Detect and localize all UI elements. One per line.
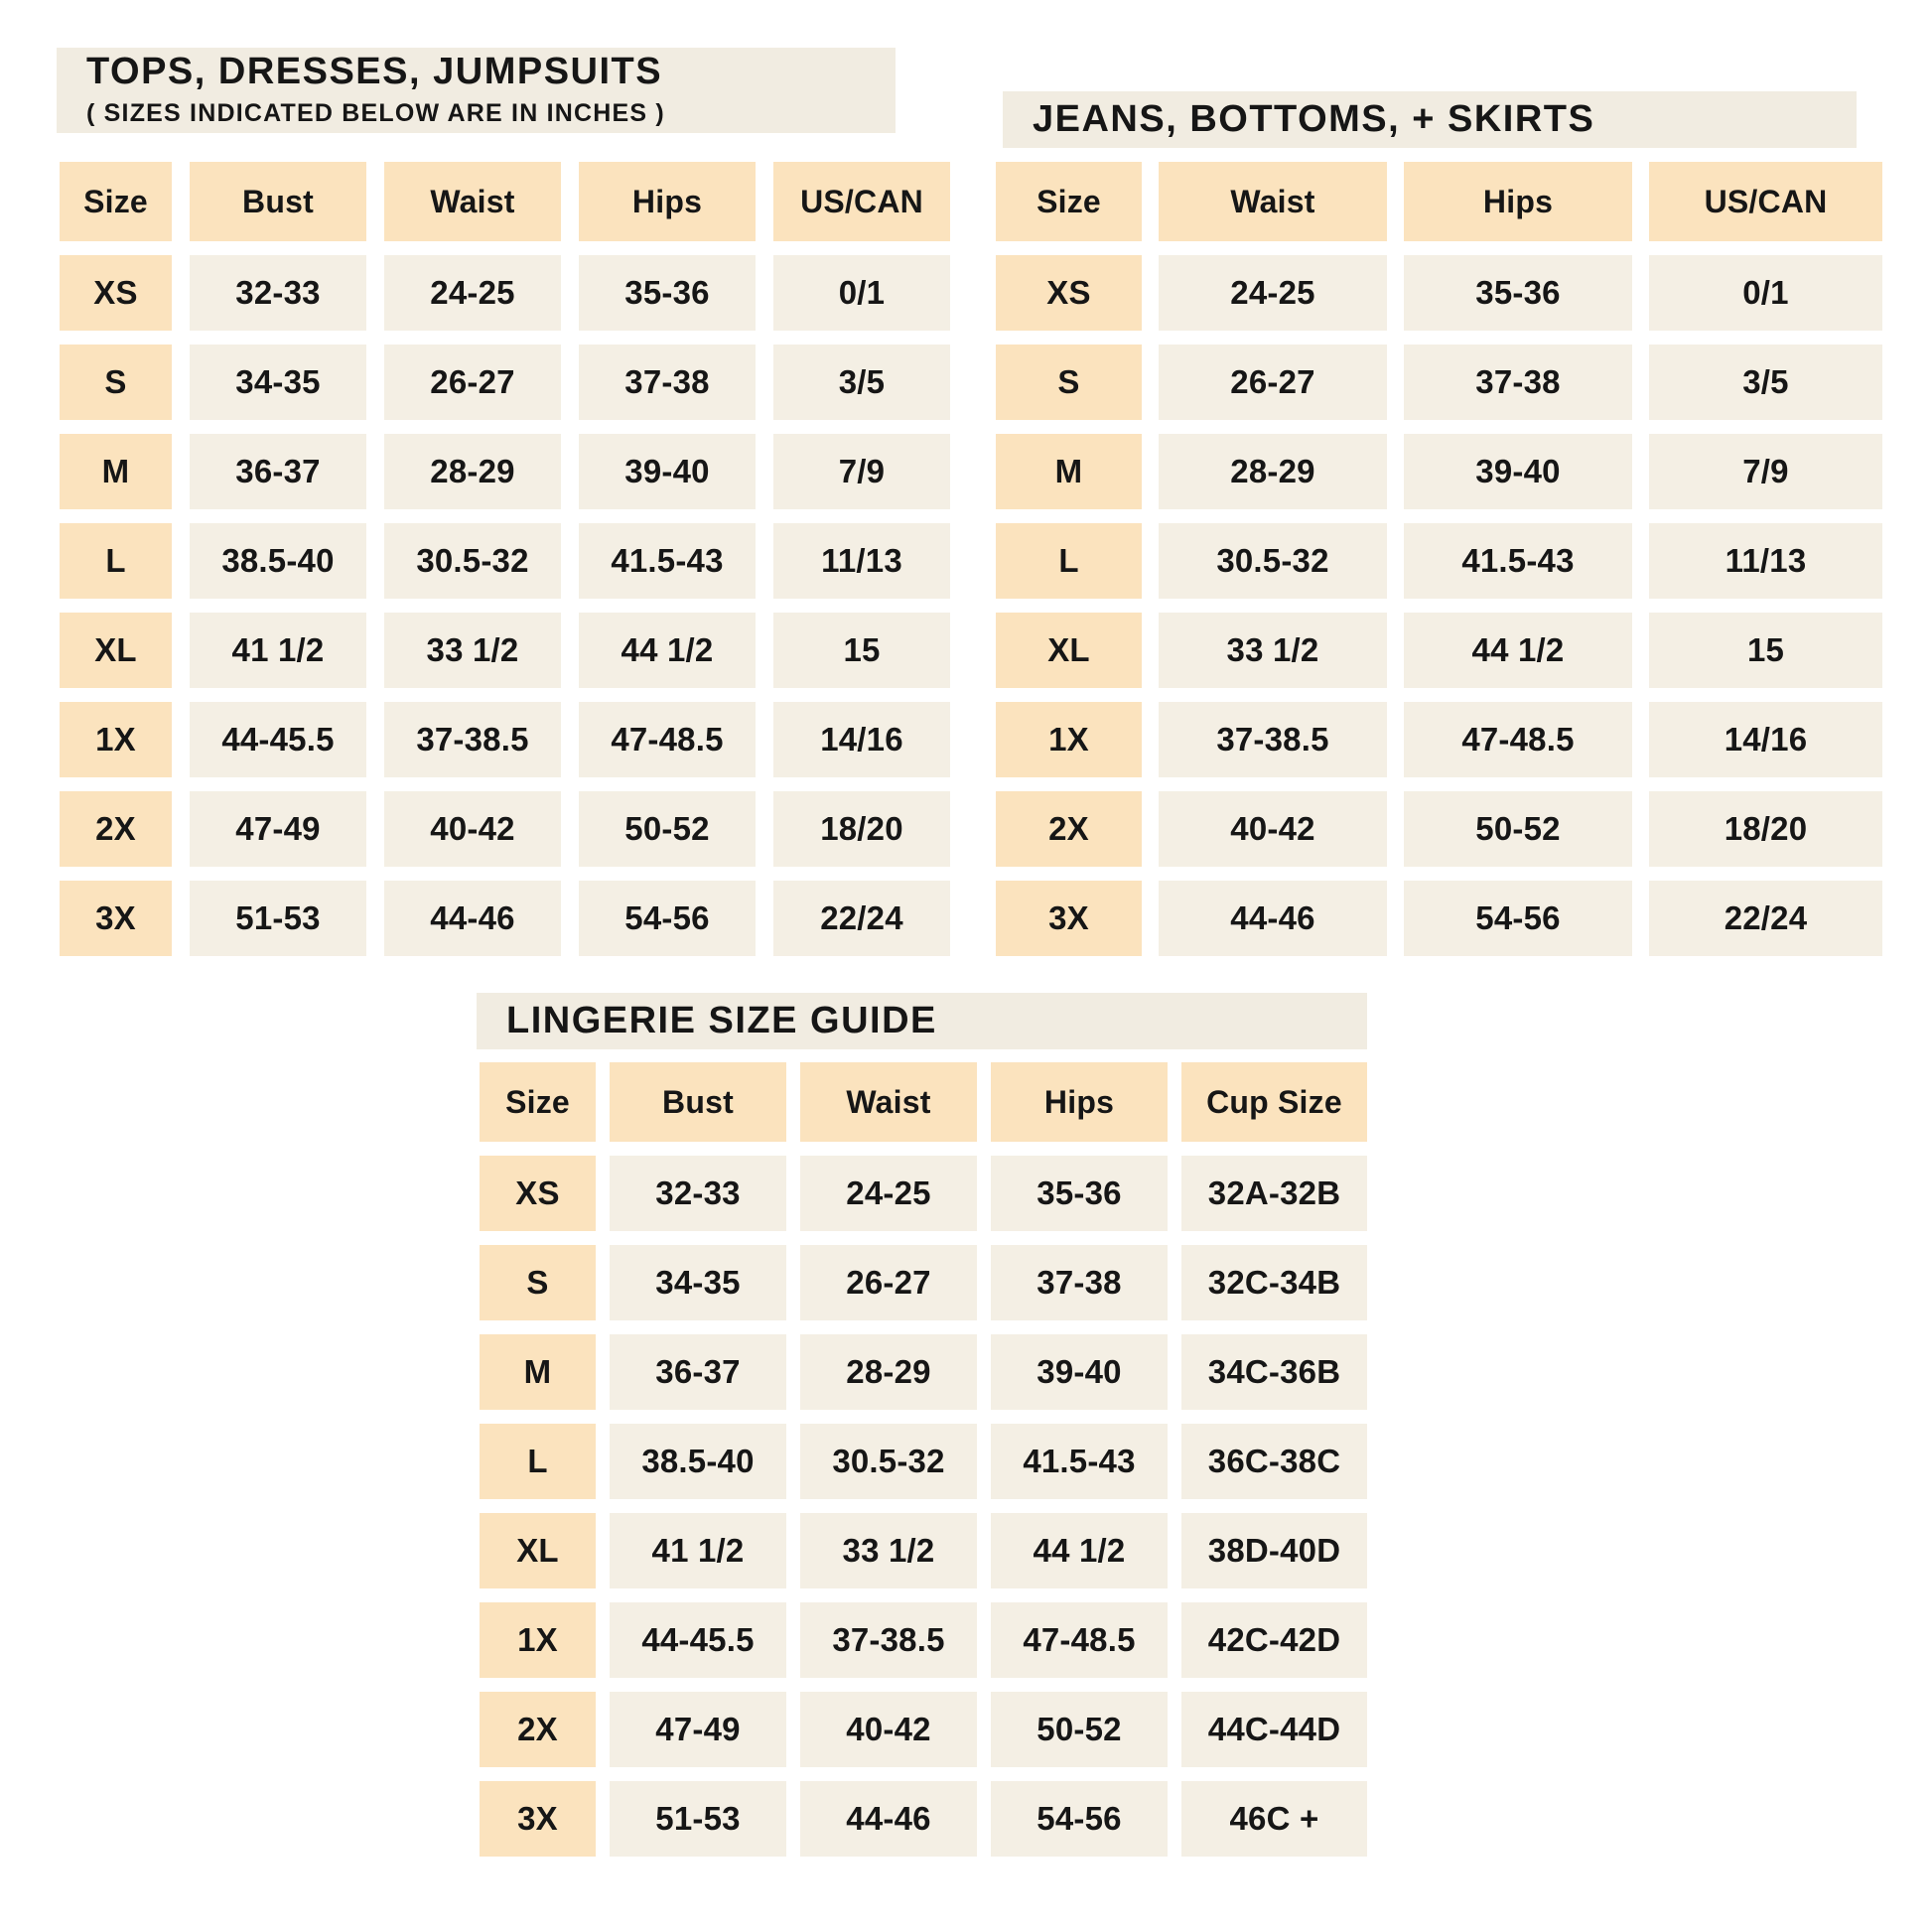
measurement-cell: 47-49 (610, 1692, 786, 1767)
measurement-cell: 3/5 (1649, 345, 1882, 420)
measurement-cell: 50-52 (1404, 791, 1632, 867)
measurement-cell: 44-45.5 (190, 702, 366, 777)
measurement-cell: 11/13 (773, 523, 950, 599)
measurement-cell: 54-56 (579, 881, 756, 956)
measurement-cell: 35-36 (1404, 255, 1632, 331)
measurement-cell: 14/16 (773, 702, 950, 777)
size-label-cell: XL (996, 613, 1142, 688)
measurement-cell: 28-29 (1159, 434, 1387, 509)
measurement-cell: 26-27 (1159, 345, 1387, 420)
measurement-cell: 34-35 (190, 345, 366, 420)
measurement-cell: 32-33 (610, 1156, 786, 1231)
column-header-waist: Waist (384, 162, 561, 241)
size-label-cell: L (996, 523, 1142, 599)
measurement-cell: 22/24 (1649, 881, 1882, 956)
measurement-cell: 30.5-32 (384, 523, 561, 599)
measurement-cell: 37-38 (1404, 345, 1632, 420)
size-label-cell: S (480, 1245, 596, 1320)
tops-dresses-jumpsuits-table (60, 48, 950, 956)
measurement-cell: 44-45.5 (610, 1602, 786, 1678)
measurement-cell: 54-56 (991, 1781, 1168, 1857)
size-label-cell: XL (480, 1513, 596, 1588)
measurement-cell: 15 (1649, 613, 1882, 688)
measurement-cell: 42C-42D (1181, 1602, 1367, 1678)
measurement-cell: 51-53 (190, 881, 366, 956)
measurement-cell: 32A-32B (1181, 1156, 1367, 1231)
measurement-cell: 51-53 (610, 1781, 786, 1857)
size-label-cell: 3X (996, 881, 1142, 956)
size-label-cell: XL (60, 613, 172, 688)
column-header-size: Size (480, 1062, 596, 1142)
measurement-cell: 3/5 (773, 345, 950, 420)
measurement-cell: 47-48.5 (1404, 702, 1632, 777)
tops-size-grid (60, 162, 950, 956)
size-label-cell: 1X (480, 1602, 596, 1678)
column-header-us-can: US/CAN (773, 162, 950, 241)
measurement-cell: 28-29 (384, 434, 561, 509)
lingerie-title: LINGERIE SIZE GUIDE (506, 999, 937, 1041)
measurement-cell: 7/9 (1649, 434, 1882, 509)
size-label-cell: M (60, 434, 172, 509)
tops-title-strip (57, 48, 896, 133)
measurement-cell: 40-42 (800, 1692, 977, 1767)
measurement-cell: 34C-36B (1181, 1334, 1367, 1410)
measurement-cell: 28-29 (800, 1334, 977, 1410)
column-header-bust: Bust (190, 162, 366, 241)
measurement-cell: 26-27 (800, 1245, 977, 1320)
measurement-cell: 39-40 (991, 1334, 1168, 1410)
size-label-cell: S (996, 345, 1142, 420)
size-label-cell: M (996, 434, 1142, 509)
size-label-cell: 2X (996, 791, 1142, 867)
measurement-cell: 24-25 (384, 255, 561, 331)
size-label-cell: XS (480, 1156, 596, 1231)
column-header-cup-size: Cup Size (1181, 1062, 1367, 1142)
jeans-bottoms-skirts-table (996, 91, 1882, 956)
size-label-cell: L (480, 1424, 596, 1499)
measurement-cell: 50-52 (579, 791, 756, 867)
measurement-cell: 35-36 (579, 255, 756, 331)
size-label-cell: L (60, 523, 172, 599)
column-header-hips: Hips (579, 162, 756, 241)
measurement-cell: 0/1 (773, 255, 950, 331)
measurement-cell: 24-25 (800, 1156, 977, 1231)
measurement-cell: 41.5-43 (1404, 523, 1632, 599)
measurement-cell: 40-42 (384, 791, 561, 867)
column-header-waist: Waist (1159, 162, 1387, 241)
measurement-cell: 38D-40D (1181, 1513, 1367, 1588)
measurement-cell: 11/13 (1649, 523, 1882, 599)
jeans-size-grid (996, 162, 1882, 956)
measurement-cell: 30.5-32 (800, 1424, 977, 1499)
measurement-cell: 26-27 (384, 345, 561, 420)
measurement-cell: 36-37 (190, 434, 366, 509)
size-label-cell: M (480, 1334, 596, 1410)
measurement-cell: 46C + (1181, 1781, 1367, 1857)
size-label-cell: XS (60, 255, 172, 331)
measurement-cell: 18/20 (1649, 791, 1882, 867)
measurement-cell: 37-38.5 (1159, 702, 1387, 777)
measurement-cell: 39-40 (579, 434, 756, 509)
measurement-cell: 33 1/2 (800, 1513, 977, 1588)
measurement-cell: 37-38 (579, 345, 756, 420)
lingerie-title-strip (477, 993, 1367, 1049)
measurement-cell: 41.5-43 (579, 523, 756, 599)
measurement-cell: 44-46 (1159, 881, 1387, 956)
measurement-cell: 35-36 (991, 1156, 1168, 1231)
measurement-cell: 50-52 (991, 1692, 1168, 1767)
measurement-cell: 36C-38C (1181, 1424, 1367, 1499)
measurement-cell: 33 1/2 (1159, 613, 1387, 688)
column-header-size: Size (60, 162, 172, 241)
lingerie-size-grid (480, 1062, 1367, 1857)
column-header-size: Size (996, 162, 1142, 241)
measurement-cell: 44 1/2 (991, 1513, 1168, 1588)
measurement-cell: 44 1/2 (1404, 613, 1632, 688)
measurement-cell: 41 1/2 (610, 1513, 786, 1588)
measurement-cell: 44 1/2 (579, 613, 756, 688)
tops-subtitle: ( SIZES INDICATED BELOW ARE IN INCHES ) (86, 98, 665, 127)
measurement-cell: 44C-44D (1181, 1692, 1367, 1767)
size-label-cell: 2X (60, 791, 172, 867)
measurement-cell: 37-38 (991, 1245, 1168, 1320)
measurement-cell: 44-46 (800, 1781, 977, 1857)
measurement-cell: 22/24 (773, 881, 950, 956)
measurement-cell: 32C-34B (1181, 1245, 1367, 1320)
size-label-cell: 1X (60, 702, 172, 777)
measurement-cell: 36-37 (610, 1334, 786, 1410)
size-label-cell: 1X (996, 702, 1142, 777)
measurement-cell: 18/20 (773, 791, 950, 867)
measurement-cell: 47-48.5 (579, 702, 756, 777)
measurement-cell: 24-25 (1159, 255, 1387, 331)
tops-title: TOPS, DRESSES, JUMPSUITS (86, 51, 663, 93)
measurement-cell: 0/1 (1649, 255, 1882, 331)
measurement-cell: 44-46 (384, 881, 561, 956)
measurement-cell: 54-56 (1404, 881, 1632, 956)
measurement-cell: 41.5-43 (991, 1424, 1168, 1499)
size-label-cell: 3X (60, 881, 172, 956)
column-header-bust: Bust (610, 1062, 786, 1142)
measurement-cell: 47-48.5 (991, 1602, 1168, 1678)
jeans-title: JEANS, BOTTOMS, + SKIRTS (1033, 97, 1595, 140)
measurement-cell: 47-49 (190, 791, 366, 867)
measurement-cell: 37-38.5 (800, 1602, 977, 1678)
column-header-us-can: US/CAN (1649, 162, 1882, 241)
measurement-cell: 14/16 (1649, 702, 1882, 777)
lingerie-size-guide-table (480, 993, 1367, 1857)
column-header-hips: Hips (1404, 162, 1632, 241)
measurement-cell: 38.5-40 (610, 1424, 786, 1499)
measurement-cell: 30.5-32 (1159, 523, 1387, 599)
measurement-cell: 33 1/2 (384, 613, 561, 688)
size-label-cell: XS (996, 255, 1142, 331)
measurement-cell: 32-33 (190, 255, 366, 331)
measurement-cell: 15 (773, 613, 950, 688)
measurement-cell: 39-40 (1404, 434, 1632, 509)
column-header-hips: Hips (991, 1062, 1168, 1142)
measurement-cell: 40-42 (1159, 791, 1387, 867)
size-label-cell: 3X (480, 1781, 596, 1857)
measurement-cell: 38.5-40 (190, 523, 366, 599)
jeans-title-strip (1003, 91, 1857, 148)
measurement-cell: 37-38.5 (384, 702, 561, 777)
column-header-waist: Waist (800, 1062, 977, 1142)
measurement-cell: 34-35 (610, 1245, 786, 1320)
size-label-cell: 2X (480, 1692, 596, 1767)
measurement-cell: 7/9 (773, 434, 950, 509)
measurement-cell: 41 1/2 (190, 613, 366, 688)
size-label-cell: S (60, 345, 172, 420)
